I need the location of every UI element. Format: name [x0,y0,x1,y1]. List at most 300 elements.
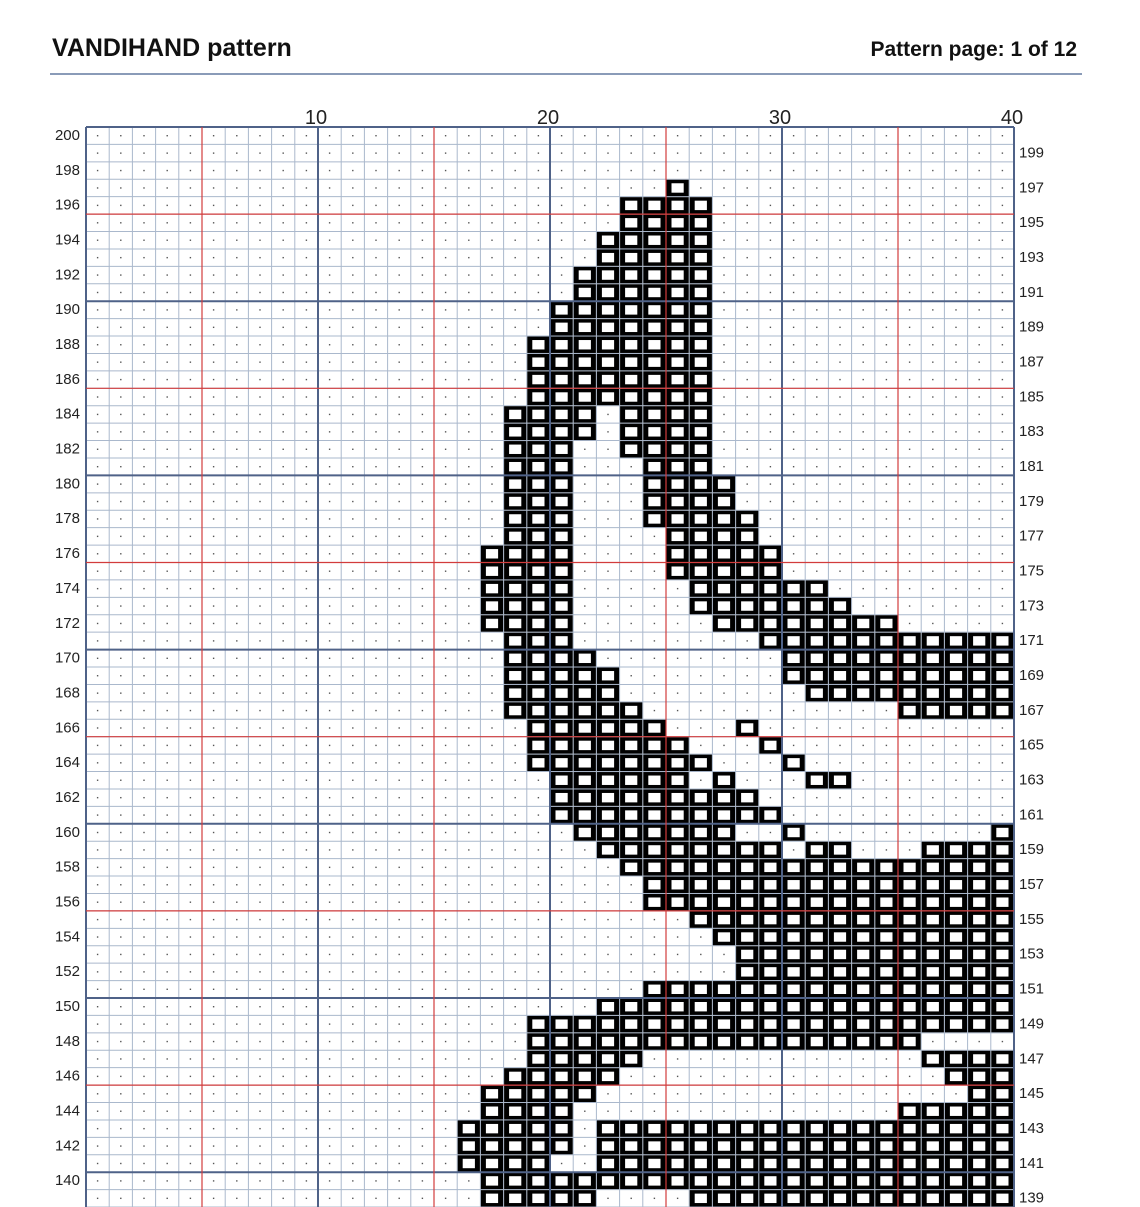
stitch-center [509,549,521,558]
stitch-center [672,218,684,227]
row-label: 189 [1019,318,1045,336]
stitch-center [602,793,614,802]
stitch-center [672,427,684,436]
stitch-center [602,288,614,297]
stitch-center [602,1141,614,1150]
stitch-center [857,880,869,889]
row-label: 150 [54,998,80,1015]
stitch-center [602,1159,614,1168]
stitch-center [625,723,637,732]
row-label: 160 [54,823,80,841]
stitch-center [764,880,776,889]
stitch-center [509,1089,521,1098]
stitch-center [672,497,684,506]
stitch-center [857,897,869,906]
stitch-center [811,967,823,976]
stitch-center [672,828,684,837]
stitch-center [648,357,660,366]
row-label: 197 [1019,179,1045,197]
stitch-center [996,1141,1008,1150]
row-label: 200 [54,127,80,144]
stitch-center [741,1019,753,1028]
row-label: 199 [1019,144,1045,162]
stitch-center [718,1124,730,1133]
stitch-center [788,828,800,837]
stitch-center [579,1089,591,1098]
stitch-center [602,1054,614,1063]
stitch-center [672,305,684,314]
stitch-center [788,758,800,767]
stitch-center [579,828,591,837]
stitch-center [950,1176,962,1185]
stitch-center [973,1176,985,1185]
stitch-center [509,514,521,523]
stitch-center [648,1037,660,1046]
stitch-center [741,915,753,924]
stitch-center [788,636,800,645]
row-label: 170 [54,649,80,667]
stitch-center [695,479,707,488]
stitch-center [904,967,916,976]
stitch-center [532,410,544,419]
stitch-center [579,654,591,663]
stitch-center [579,810,591,819]
stitch-center [834,845,846,854]
stitch-center [695,1159,707,1168]
stitch-center [532,1107,544,1116]
stitch-center [509,688,521,697]
stitch-center [741,897,753,906]
stitch-center [625,1124,637,1133]
stitch-center [556,1072,568,1081]
stitch-center [788,932,800,941]
stitch-center [695,410,707,419]
stitch-center [811,636,823,645]
row-label: 190 [54,301,80,319]
stitch-center [927,1107,939,1116]
stitch-center [973,1054,985,1063]
stitch-center [834,654,846,663]
row-label: 145 [1019,1085,1045,1103]
stitch-center [880,932,892,941]
stitch-center [834,1159,846,1168]
stitch-center [648,323,660,332]
stitch-center [811,688,823,697]
stitch-center [996,1089,1008,1098]
stitch-center [532,427,544,436]
stitch-center [579,1037,591,1046]
stitch-center [927,688,939,697]
stitch-center [996,1176,1008,1185]
stitch-center [973,688,985,697]
stitch-center [950,688,962,697]
stitch-center [695,462,707,471]
stitch-center [973,1089,985,1098]
stitch-center [741,1176,753,1185]
stitch-center [764,845,776,854]
row-label: 195 [1019,214,1045,232]
stitch-center [811,985,823,994]
stitch-center [904,932,916,941]
stitch-center [672,323,684,332]
stitch-center [486,1124,498,1133]
stitch-center [811,950,823,959]
stitch-center [834,636,846,645]
stitch-center [718,1194,730,1203]
stitch-center [625,270,637,279]
stitch-center [532,532,544,541]
stitch-center [950,706,962,715]
stitch-center [973,1002,985,1011]
stitch-center [532,671,544,680]
stitch-center [579,323,591,332]
stitch-center [788,1019,800,1028]
row-label: 156 [54,893,80,911]
stitch-center [973,671,985,680]
stitch-center [718,776,730,785]
stitch-center [950,1072,962,1081]
stitch-center [648,1019,660,1028]
stitch-center [811,932,823,941]
stitch-center [718,532,730,541]
stitch-center [764,915,776,924]
stitch-center [973,1159,985,1168]
stitch-center [857,985,869,994]
stitch-center [672,288,684,297]
stitch-center [834,601,846,610]
row-label: 191 [1019,283,1045,301]
stitch-center [857,950,869,959]
stitch-center [880,915,892,924]
row-label: 139 [1019,1189,1045,1207]
stitch-center [532,1194,544,1203]
stitch-center [556,549,568,558]
stitch-center [532,1159,544,1168]
stitch-center [648,201,660,210]
row-label: 185 [1019,388,1045,406]
left-row-labels [55,127,80,1189]
stitch-center [579,758,591,767]
stitch-center [579,1019,591,1028]
stitch-center [811,1141,823,1150]
stitch-center [556,1019,568,1028]
stitch-center [834,915,846,924]
stitch-center [788,584,800,593]
stitch-center [648,270,660,279]
stitch-center [532,636,544,645]
col-number: 40 [1000,107,1024,129]
stitch-center [996,1054,1008,1063]
stitch-center [695,201,707,210]
stitch-center [880,636,892,645]
stitch-center [556,462,568,471]
stitch-center [788,1159,800,1168]
stitch-center [718,985,730,994]
stitch-center [996,950,1008,959]
stitch-center [880,1019,892,1028]
row-label: 188 [54,336,80,354]
stitch-center [556,793,568,802]
stitch-center [950,880,962,889]
stitch-center [556,1194,568,1203]
stitch-center [950,654,962,663]
stitch-center [741,950,753,959]
stitch-center [857,932,869,941]
row-label: 165 [1019,736,1045,754]
stitch-center [741,845,753,854]
row-label: 194 [54,231,80,249]
stitch-center [625,218,637,227]
stitch-center [834,1176,846,1185]
stitch-center [811,863,823,872]
stitch-center [625,1159,637,1168]
stitch-center [718,1037,730,1046]
stitch-center [950,950,962,959]
stitch-center [579,706,591,715]
stitch-center [672,1159,684,1168]
stitch-center [834,1019,846,1028]
row-label: 178 [54,510,80,528]
stitch-center [764,967,776,976]
stitch-center [579,357,591,366]
stitch-center [973,950,985,959]
stitch-center [996,932,1008,941]
stitch-center [834,985,846,994]
stitch-center [973,1107,985,1116]
stitch-center [973,1019,985,1028]
stitch-center [880,880,892,889]
stitch-center [741,863,753,872]
stitch-center [509,584,521,593]
stitch-center [811,1124,823,1133]
stitch-center [602,723,614,732]
stitch-center [718,584,730,593]
stitch-center [741,932,753,941]
stitch-center [718,897,730,906]
row-label: 187 [1019,353,1045,371]
stitch-center [811,1176,823,1185]
stitch-center [648,985,660,994]
stitch-center [927,880,939,889]
stitch-center [996,845,1008,854]
stitch-center [602,323,614,332]
stitch-center [950,863,962,872]
stitch-center [672,863,684,872]
stitch-center [904,863,916,872]
stitch-center [996,671,1008,680]
stitch-center [556,410,568,419]
stitch-center [880,1176,892,1185]
stitch-center [811,654,823,663]
stitch-center [996,1124,1008,1133]
stitch-center [788,671,800,680]
stitch-center [602,671,614,680]
stitch-center [486,1141,498,1150]
stitch-center [904,671,916,680]
stitch-center [532,375,544,384]
stitch-center [625,427,637,436]
stitch-center [880,1002,892,1011]
stitch-center [904,985,916,994]
stitch-center [718,863,730,872]
stitch-center [996,636,1008,645]
stitch-center [602,810,614,819]
row-label: 148 [54,1032,80,1050]
stitch-center [602,305,614,314]
stitch-center [672,758,684,767]
stitch-center [648,1176,660,1185]
stitch-center [532,445,544,454]
row-label: 143 [1019,1119,1045,1137]
stitch-center [602,270,614,279]
stitch-center [904,1141,916,1150]
stitch-center [556,584,568,593]
stitch-center [532,567,544,576]
stitch-center [486,1176,498,1185]
stitch-center [625,236,637,245]
stitch-center [695,584,707,593]
stitch-center [625,863,637,872]
stitch-center [579,688,591,697]
stitch-center [695,1141,707,1150]
stitch-center [996,967,1008,976]
stitch-center [857,1124,869,1133]
stitch-center [834,671,846,680]
row-label: 164 [54,754,80,772]
stitch-center [648,845,660,854]
stitch-center [927,1194,939,1203]
stitch-center [718,1159,730,1168]
stitch-center [718,1176,730,1185]
stitch-center [602,1072,614,1081]
stitch-center [672,793,684,802]
stitch-center [672,253,684,262]
stitch-center [695,288,707,297]
stitch-center [648,392,660,401]
stitch-center [788,1037,800,1046]
stitch-center [880,897,892,906]
stitch-center [625,1019,637,1028]
stitch-center [556,706,568,715]
stitch-center [556,723,568,732]
stitch-center [927,845,939,854]
stitch-center [950,1159,962,1168]
stitch-center [927,654,939,663]
stitch-center [486,619,498,628]
stitch-center [857,1194,869,1203]
stitch-center [834,1037,846,1046]
row-label: 177 [1019,527,1045,545]
stitch-center [764,1002,776,1011]
stitch-center [556,1107,568,1116]
stitch-center [532,479,544,488]
stitch-center [741,1037,753,1046]
row-label: 193 [1019,248,1045,266]
stitch-center [741,967,753,976]
stitch-center [927,1176,939,1185]
stitch-center [695,1124,707,1133]
stitch-center [695,758,707,767]
stitch-center [532,1176,544,1185]
stitch-center [973,863,985,872]
stitch-center [695,218,707,227]
stitch-center [741,793,753,802]
stitch-center [486,584,498,593]
row-label: 149 [1019,1015,1045,1033]
stitch-center [625,410,637,419]
stitch-center [509,1176,521,1185]
stitch-center [927,1159,939,1168]
stitch-center [648,741,660,750]
stitch-center [625,810,637,819]
stitch-center [672,1019,684,1028]
stitch-center [463,1124,475,1133]
stitch-center [556,375,568,384]
stitch-center [950,1194,962,1203]
stitch-center [579,776,591,785]
stitch-center [927,897,939,906]
stitch-center [672,1124,684,1133]
stitch-center [602,845,614,854]
stitch-center [718,793,730,802]
stitch-center [834,880,846,889]
stitch-center [556,567,568,576]
stitch-center [857,1141,869,1150]
stitch-center [718,880,730,889]
stitch-center [509,497,521,506]
stitch-center [741,1159,753,1168]
stitch-center [672,1037,684,1046]
stitch-center [811,584,823,593]
stitch-center [788,915,800,924]
stitch-center [973,932,985,941]
row-label: 161 [1019,806,1045,824]
stitch-center [718,932,730,941]
stitch-center [579,392,591,401]
stitch-center [695,549,707,558]
stitch-center [579,270,591,279]
stitch-center [602,375,614,384]
stitch-center [834,897,846,906]
stitch-center [904,1037,916,1046]
stitch-center [625,323,637,332]
stitch-center [556,688,568,697]
stitch-center [788,985,800,994]
stitch-center [556,357,568,366]
stitch-center [556,427,568,436]
stitch-center [857,671,869,680]
stitch-center [625,392,637,401]
stitch-center [648,897,660,906]
stitch-center [880,863,892,872]
stitch-center [509,636,521,645]
stitch-center [672,270,684,279]
stitch-center [695,601,707,610]
stitch-center [648,462,660,471]
row-label: 159 [1019,841,1045,859]
stitch-center [695,897,707,906]
row-label: 184 [54,405,80,423]
row-label: 162 [54,788,80,806]
stitch-center [857,1002,869,1011]
stitch-center [973,967,985,976]
stitch-center [788,619,800,628]
stitch-center [880,671,892,680]
stitch-center [811,776,823,785]
stitch-center [695,392,707,401]
stitch-center [741,810,753,819]
stitch-center [927,636,939,645]
